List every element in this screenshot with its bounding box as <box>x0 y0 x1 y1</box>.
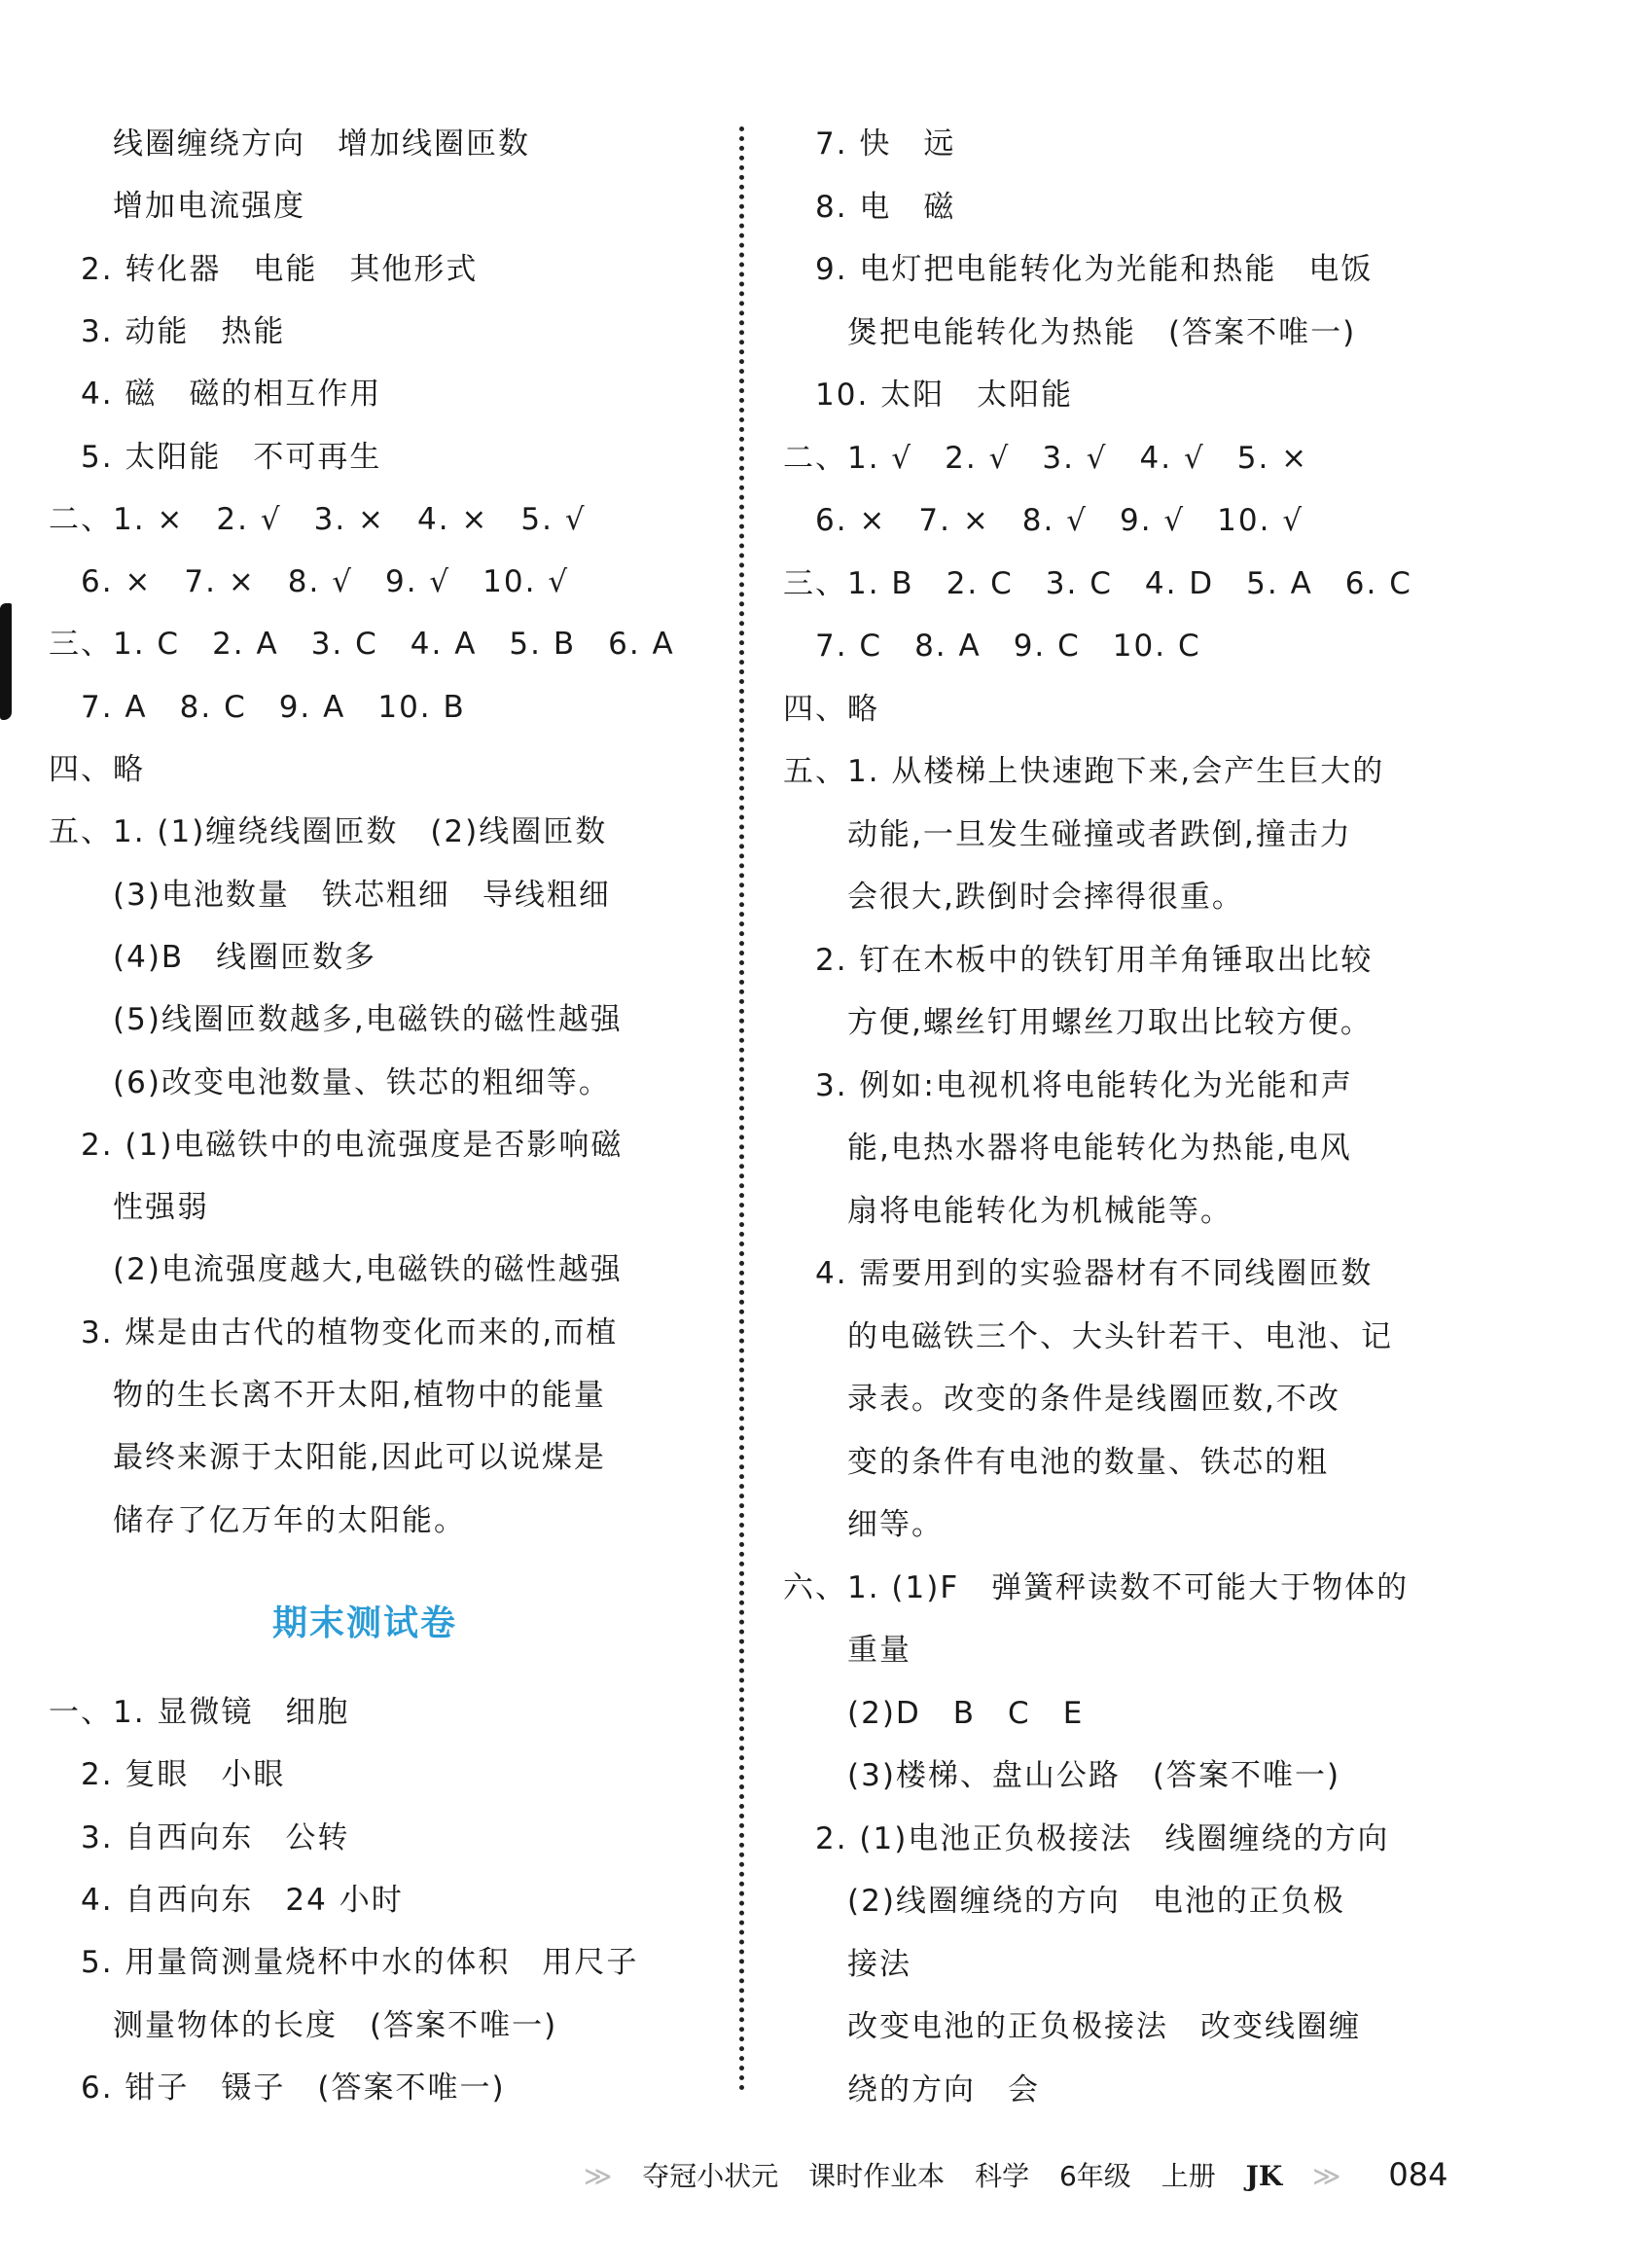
answer-line: 改变电池的正负极接法 改变线圈缠 <box>783 2009 1361 2044</box>
answer-line: 二、1. × 2. √ 3. × 4. × 5. √ <box>49 501 587 537</box>
answer-line: 重量 <box>783 1633 911 1668</box>
answer-line: 储存了亿万年的太阳能。 <box>49 1502 466 1538</box>
answer-line: 三、1. C 2. A 3. C 4. A 5. B 6. A <box>49 627 675 663</box>
answer-line: (2)线圈缠绕的方向 电池的正负极 <box>783 1884 1345 1919</box>
answer-line: 细等。 <box>783 1507 944 1542</box>
answer-line: (3)楼梯、盘山公路 (答案不唯一) <box>783 1758 1341 1793</box>
footer-arrow-icon-2: ≫ <box>1312 2160 1341 2192</box>
answer-line: 6. × 7. × 8. √ 9. √ 10. √ <box>783 503 1304 538</box>
answer-line: 3. 例如:电视机将电能转化为光能和声 <box>783 1067 1353 1103</box>
footer-volume: 上册 <box>1161 2160 1216 2192</box>
answer-line: 方便,螺丝钉用螺丝刀取出比较方便。 <box>783 1005 1373 1040</box>
footer-arrow-icon: ≫ <box>584 2160 613 2192</box>
answer-line: 的电磁铁三个、大头针若干、电池、记 <box>783 1318 1393 1354</box>
answer-line: 一、1. 显微镜 细胞 <box>49 1695 350 1730</box>
answer-line: 2. (1)电池正负极接法 线圈缠绕的方向 <box>783 1820 1390 1856</box>
scan-ink-mark <box>0 603 12 720</box>
answer-line: 四、略 <box>783 691 879 727</box>
answer-line: 3. 自西向东 公转 <box>49 1819 350 1855</box>
answer-line: 3. 动能 热能 <box>49 313 286 349</box>
answer-line: 2. 复眼 小眼 <box>49 1757 286 1793</box>
section-title: 期末测试卷 <box>272 1602 458 1643</box>
answer-line: 五、1. (1)缠绕线圈匝数 (2)线圈匝数 <box>49 814 608 850</box>
answer-line: 8. 电 磁 <box>783 189 956 225</box>
answer-line: 2. 钉在木板中的铁钉用羊角锤取出比较 <box>783 942 1374 978</box>
footer-subject: 科学 <box>975 2160 1030 2192</box>
answer-line: 三、1. B 2. C 3. C 4. D 5. A 6. C <box>783 565 1412 601</box>
page-number: 084 <box>1388 2156 1448 2193</box>
footer-series: 课时作业本 <box>808 2160 946 2192</box>
footer-brand: 夺冠小状元 <box>642 2160 779 2192</box>
answer-line: 测量物体的长度 (答案不唯一) <box>49 2007 558 2043</box>
answer-line: (2)D B C E <box>783 1695 1085 1731</box>
answer-line: 9. 电灯把电能转化为光能和热能 电饭 <box>783 252 1374 287</box>
answer-line: 2. (1)电磁铁中的电流强度是否影响磁 <box>49 1127 624 1163</box>
answer-line: 二、1. √ 2. √ 3. √ 4. √ 5. × <box>783 440 1309 476</box>
answer-line: 扇将电能转化为机械能等。 <box>783 1193 1232 1229</box>
answer-line: 会很大,跌倒时会摔得很重。 <box>783 880 1244 915</box>
answer-line: 性强弱 <box>49 1190 209 1226</box>
answer-line: 6. 钳子 镊子 (答案不唯一) <box>49 2070 506 2106</box>
answer-line: 动能,一旦发生碰撞或者跌倒,撞击力 <box>783 816 1352 852</box>
answer-line: 7. C 8. A 9. C 10. C <box>783 629 1201 664</box>
answer-line: (3)电池数量 铁芯粗细 导线粗细 <box>49 877 611 913</box>
footer-grade: 6年级 <box>1058 2160 1131 2192</box>
answer-line: 能,电热水器将电能转化为热能,电风 <box>783 1131 1352 1166</box>
footer-edition: JK <box>1245 2160 1283 2192</box>
answer-line: 物的生长离不开太阳,植物中的能量 <box>49 1378 606 1413</box>
answer-line: 变的条件有电池的数量、铁芯的粗 <box>783 1444 1329 1480</box>
answer-line: 5. 用量筒测量烧杯中水的体积 用尺子 <box>49 1945 639 1981</box>
answer-line: 4. 自西向东 24 小时 <box>49 1882 404 1918</box>
answer-line: 2. 转化器 电能 其他形式 <box>49 251 479 287</box>
answer-line: 六、1. (1)F 弹簧秤读数不可能大于物体的 <box>783 1569 1410 1605</box>
answer-line: 6. × 7. × 8. √ 9. √ 10. √ <box>49 564 570 600</box>
answer-line: 3. 煤是由古代的植物变化而来的,而植 <box>49 1314 619 1350</box>
answer-line: (6)改变电池数量、铁芯的粗细等。 <box>49 1064 611 1100</box>
answer-line: 10. 太阳 太阳能 <box>783 378 1074 413</box>
answer-line: 4. 需要用到的实验器材有不同线圈匝数 <box>783 1256 1374 1291</box>
answer-line: 绕的方向 会 <box>783 2071 1040 2107</box>
answer-line: 最终来源于太阳能,因此可以说煤是 <box>49 1440 606 1476</box>
answer-line: 接法 <box>783 1946 911 1982</box>
answer-line: 四、略 <box>49 752 145 787</box>
answer-line: (5)线圈匝数越多,电磁铁的磁性越强 <box>49 1002 623 1038</box>
answer-line: 增加电流强度 <box>49 189 305 225</box>
answer-line: (2)电流强度越大,电磁铁的磁性越强 <box>49 1252 623 1288</box>
footer <box>584 2155 1469 2196</box>
answer-line: 录表。改变的条件是线圈匝数,不改 <box>783 1382 1340 1417</box>
answer-line: (4)B 线圈匝数多 <box>49 939 377 975</box>
column-divider <box>739 126 744 2092</box>
answer-line: 7. 快 远 <box>783 126 956 162</box>
answer-line: 4. 磁 磁的相互作用 <box>49 377 382 413</box>
answer-line: 线圈缠绕方向 增加线圈匝数 <box>49 126 530 162</box>
answer-line: 7. A 8. C 9. A 10. B <box>49 689 466 725</box>
answer-line: 5. 太阳能 不可再生 <box>49 439 382 475</box>
answer-line: 五、1. 从楼梯上快速跑下来,会产生巨大的 <box>783 754 1385 789</box>
answer-line: 煲把电能转化为热能 (答案不唯一) <box>783 314 1357 350</box>
